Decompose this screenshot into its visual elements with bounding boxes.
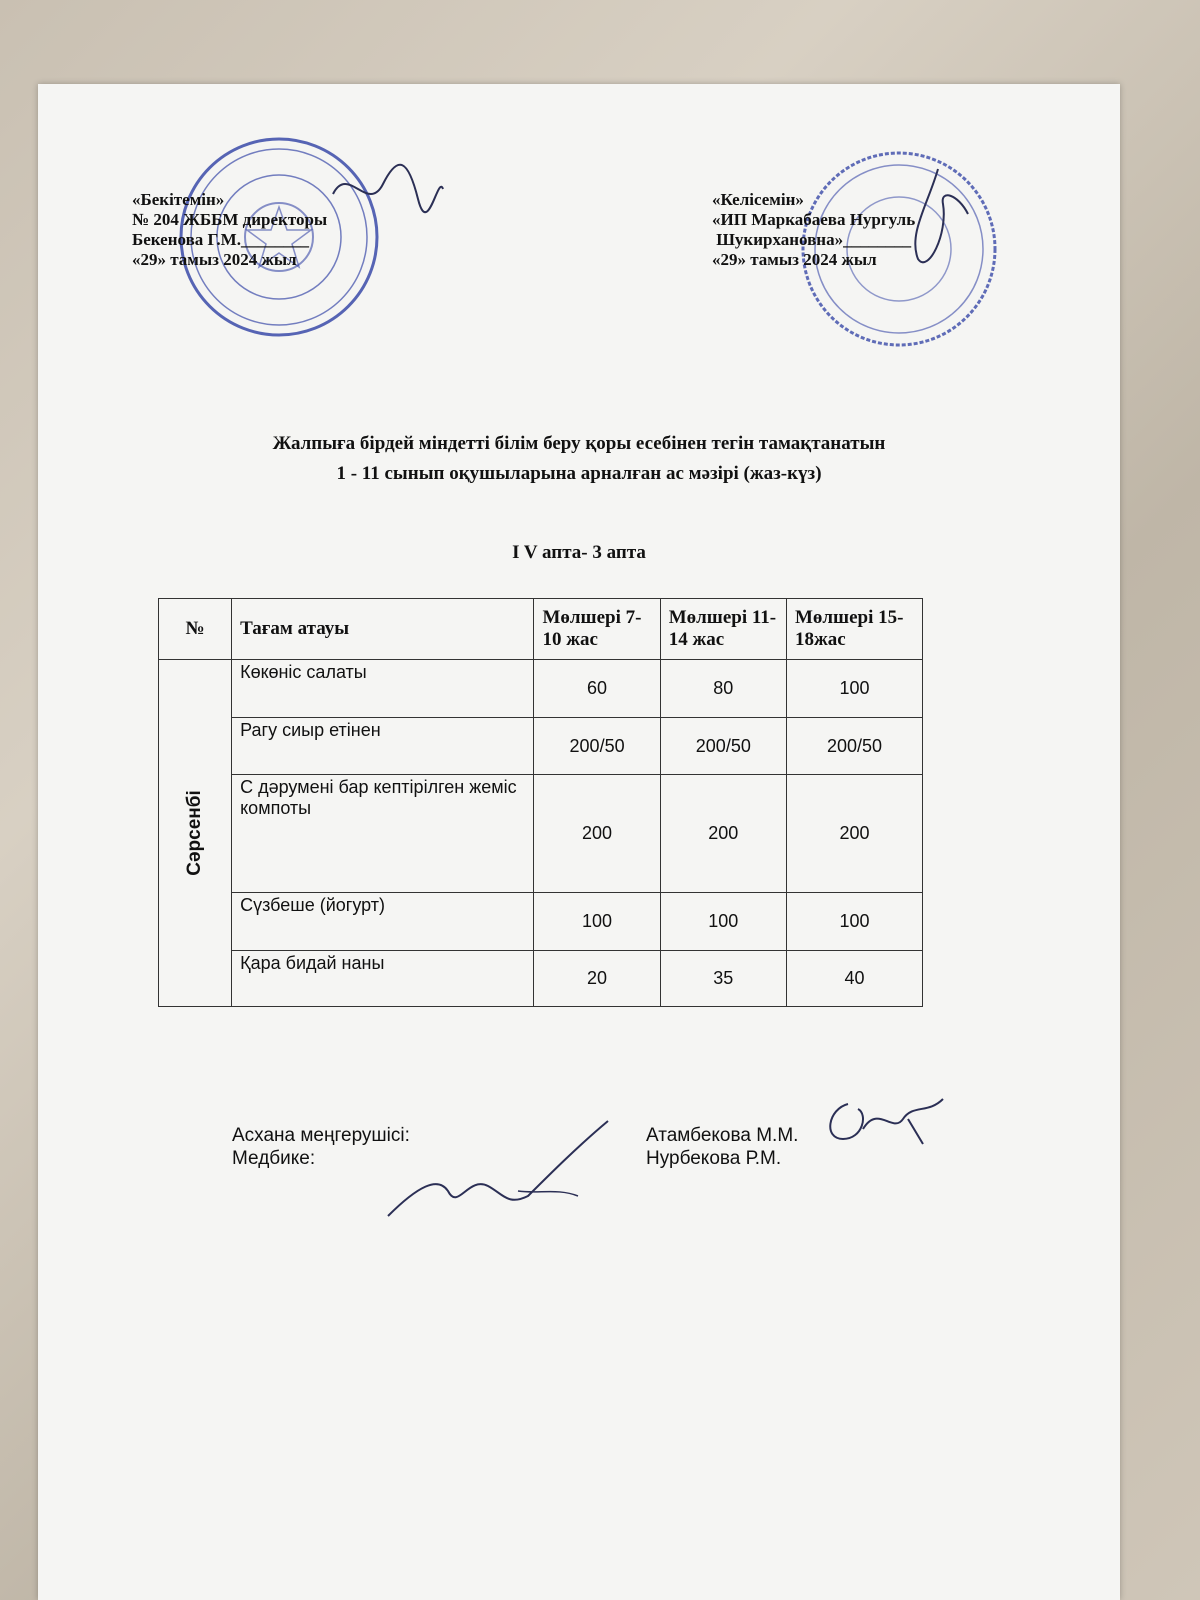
signature-names	[646, 1124, 798, 1170]
cafeteria-head-signature	[818, 1094, 948, 1154]
role-nurse: Медбике:	[232, 1148, 316, 1169]
agreement-line: «Келісемін»	[712, 190, 804, 209]
agreement-line: «29» тамыз 2024 жыл	[712, 250, 877, 269]
agreement-line: «ИП Маркабаева Нургуль	[712, 210, 916, 229]
document-page	[38, 84, 1120, 1600]
day-label: Сәрсенбі	[184, 790, 206, 876]
table-row	[159, 775, 923, 893]
dish-name: С дәрумені бар кептірілген жеміс компоты	[232, 775, 534, 893]
portion-value: 200	[786, 775, 922, 893]
menu-table	[158, 598, 923, 1007]
header-number: №	[159, 599, 232, 660]
portion-value: 100	[534, 893, 660, 951]
dish-name: Рагу сиыр етінен	[232, 718, 534, 775]
portion-value: 100	[786, 893, 922, 951]
agreement-line: Шукирхановна»________	[712, 230, 912, 249]
approval-line: Бекенова Г.М.________	[132, 230, 309, 249]
portion-value: 40	[786, 951, 922, 1007]
dish-name: Қара бидай наны	[232, 951, 534, 1007]
table-row	[159, 893, 923, 951]
approval-block	[132, 190, 327, 270]
table-row	[159, 951, 923, 1007]
approval-line: «29» тамыз 2024 жыл	[132, 250, 297, 269]
nurse-signature	[378, 1116, 618, 1226]
name-nurse: Нурбекова Р.М.	[646, 1148, 782, 1169]
portion-value: 35	[660, 951, 786, 1007]
header-dish-name: Тағам атауы	[232, 599, 534, 660]
portion-value: 60	[534, 660, 660, 718]
approval-line: № 204 ЖББМ директоры	[132, 210, 328, 229]
week-label: I V апта- 3 апта	[512, 542, 646, 563]
portion-value: 100	[786, 660, 922, 718]
portion-value: 200/50	[660, 718, 786, 775]
table-header-row	[159, 599, 923, 660]
portion-value: 20	[534, 951, 660, 1007]
dish-name: Көкөніс салаты	[232, 660, 534, 718]
header-portion-11-14: Мөлшері 11-14 жас	[660, 599, 786, 660]
day-cell	[159, 660, 232, 1007]
portion-value: 200/50	[786, 718, 922, 775]
portion-value: 200	[534, 775, 660, 893]
portion-value: 80	[660, 660, 786, 718]
director-signature	[328, 154, 448, 234]
portion-value: 200/50	[534, 718, 660, 775]
table-row	[159, 718, 923, 775]
dish-name: Сүзбеше (йогурт)	[232, 893, 534, 951]
portion-value: 200	[660, 775, 786, 893]
name-cafeteria-head: Атамбекова М.М.	[646, 1125, 799, 1146]
table-row	[159, 660, 923, 718]
document-title	[98, 429, 1060, 489]
title-line: 1 - 11 сынып оқушыларына арналған ас мәзірі (жаз-күз)	[336, 463, 822, 484]
portion-value: 100	[660, 893, 786, 951]
title-line: Жалпыға бірдей міндетті білім беру қоры есебінен тегін тамақтанатын	[272, 433, 886, 454]
header-portion-15-18: Мөлшері 15-18жас	[786, 599, 922, 660]
role-cafeteria-head: Асхана меңгерушісі:	[232, 1125, 410, 1146]
header-portion-7-10: Мөлшері 7-10 жас	[534, 599, 660, 660]
agreement-block	[712, 190, 915, 270]
approval-line: «Бекітемін»	[132, 190, 225, 209]
